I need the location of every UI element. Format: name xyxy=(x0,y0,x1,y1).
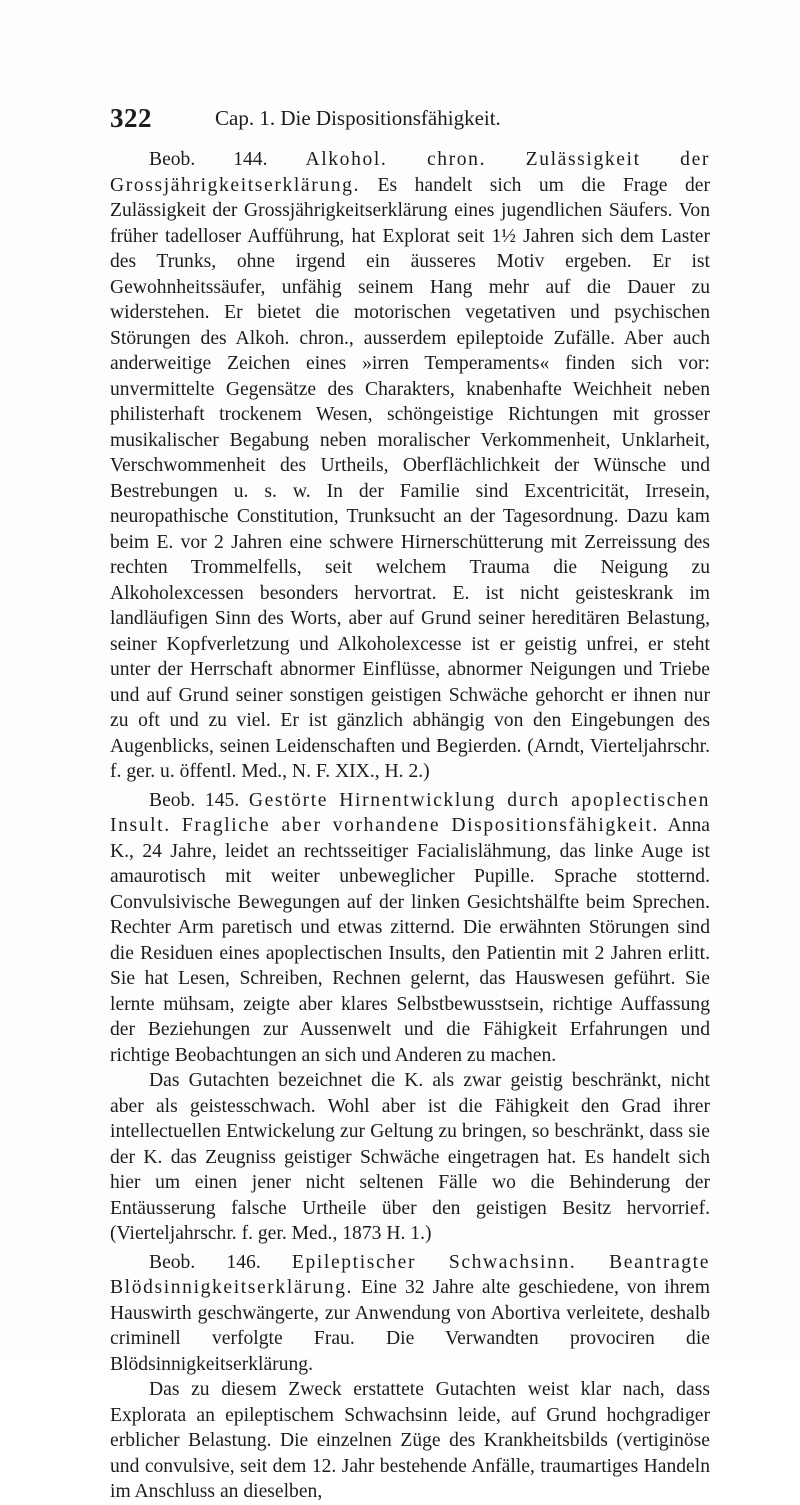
page-number: 322 xyxy=(110,103,152,133)
paragraph-text: Anna K., 24 Jahre, leidet an rechtsseitiger Facialislähmung, das linke Auge ist amaurotisch mit weiter unbeweglicher Pupille. Sprache stotternd. Convulsivische Bewegungen auf der linken Gesichtshälfte beim Sprechen. Rechter Arm paretisch und etwas zitternd. Die erwähnten Störungen sind die Residuen eines apoplectischen Insults, den Patientin mit 2 Jahren erlitt. Sie hat Lesen, Schreiben, Rechnen gelernt, das Hauswesen geführt. Sie lernte mühsam, zeigte aber klares Selbstbewusstsein, richtige Auffassung der Beziehungen zur Aussenwelt und die Fähigkeit Erfahrungen und richtige Beobachtungen an sich und Anderen zu machen. xyxy=(110,815,710,1066)
page-header xyxy=(110,103,710,137)
observation-number: Beob. 146. xyxy=(149,1251,261,1273)
paragraph-obs-145 xyxy=(110,788,710,1069)
observation-number: Beob. 144. xyxy=(149,149,268,170)
page-body xyxy=(110,147,710,1505)
paragraph-text: Das zu diesem Zweck erstattete Gutachten weist klar nach, dass Explorata an epileptischem Schwachsinn leide, auf Grund hochgradiger erblicher Belastung. Die einzelnen Züge des Krankheitsbilds (vertiginöse und convulsive, seit dem 12. Jahr bestehende Anfälle, traumartiges Handeln im Anschluss an dieselben, xyxy=(110,1379,710,1502)
paragraph-obs-145-opinion xyxy=(110,1068,710,1247)
paragraph-text: Eine 32 Jahre alte geschiedene, von ihrem Hauswirth geschwängerte, zur Anwendung von Abortiva verleitete, deshalb criminell verfolgte Frau. Die Verwandten provociren die Blödsinnigkeitserklärung. xyxy=(110,1277,710,1375)
paragraph-obs-144 xyxy=(110,147,710,785)
observation-title: Epileptischer Schwachsinn. Beantragte Blödsinnigkeitserklärung. xyxy=(110,1251,711,1298)
paragraph-text: Das Gutachten bezeichnet die K. als zwar geistig beschränkt, nicht aber als geistesschwach. Wohl aber ist die Fähigkeit den Grad ihrer intellectuellen Entwickelung zur Geltung zu bringen, so beschränkt, dass sie der K. das Zeugniss geistiger Schwäche eingetragen hat. Es handelt sich hier um einen jener nicht seltenen Fälle wo die Behinderung der Entäusserung falsche Urtheile über den geistigen Besitz hervorrief. (Vierteljahrschr. f. ger. Med., 1873 H. 1.) xyxy=(110,1070,710,1244)
running-head: Cap. 1. Die Dispositionsfähigkeit. xyxy=(215,106,501,130)
paragraph-text: Es handelt sich um die Frage der Zulässigkeit der Grossjährigkeitserklärung eines jugendlichen Säufers. Von früher tadelloser Aufführung, hat Explorat seit 1½ Jahren sich dem Laster des Trunks, ohne irgend ein äusseres Motiv ergeben. Er ist Gewohnheitssäufer, unfähig seinem Hang mehr auf die Dauer zu widerstehen. Er bietet die motorischen vegetativen und psychischen Störungen des Alkoh. chron., ausserdem epileptoide Zufälle. Aber auch anderweitige Zeichen eines »irren Temperaments« finden sich vor: unvermittelte Gegensätze des Charakters, knabenhafte Weichheit neben philisterhaft trockenem Wesen, schöngeistige Richtungen mit grosser musikalischer Begabung neben moralischer Verkommenheit, Unklarheit, Verschwommenheit des Urtheils, Oberflächlichkeit der Wünsche und Bestrebungen u. s. w. In der Familie sind Excentricität, Irresein, neuropathische Constitution, Trunksucht an der Tagesordnung. Dazu kam beim E. vor 2 Jahren eine schwere Hirnerschütterung mit Zerreissung des rechten Trommelfells, seit welchem Trauma die Neigung zu Alkoholexcessen besonders hervortrat. E. ist nicht geisteskrank im landläufigen Sinn des Worts, aber auf Grund seiner hereditären Belastung, seiner Kopfverletzung und Alkoholexcesse ist er geistig unfrei, er steht unter der Herrschaft abnormer Einflüsse, abnormer Neigungen und Triebe und auf Grund seiner sonstigen geistigen Schwäche gehorcht er ihnen nur zu oft und zu viel. Er ist gänzlich abhängig von den Eingebungen des Augenblicks, seinen Leidenschaften und Begierden. (Arndt, Vierteljahrschr. f. ger. u. öffentl. Med., N. F. XIX., H. 2.) xyxy=(110,174,710,782)
observation-number: Beob. 145. xyxy=(149,789,240,811)
observation-title: Gestörte Hirnentwicklung durch apoplectischen Insult. Fragliche aber vorhandene Dispositionsfähigkeit. xyxy=(110,789,710,836)
observation-title: Alkohol. chron. Zulässigkeit der Grossjährigkeitserklärung. xyxy=(110,149,710,196)
paragraph-obs-146-opinion xyxy=(110,1377,710,1505)
paragraph-obs-146 xyxy=(110,1250,710,1378)
